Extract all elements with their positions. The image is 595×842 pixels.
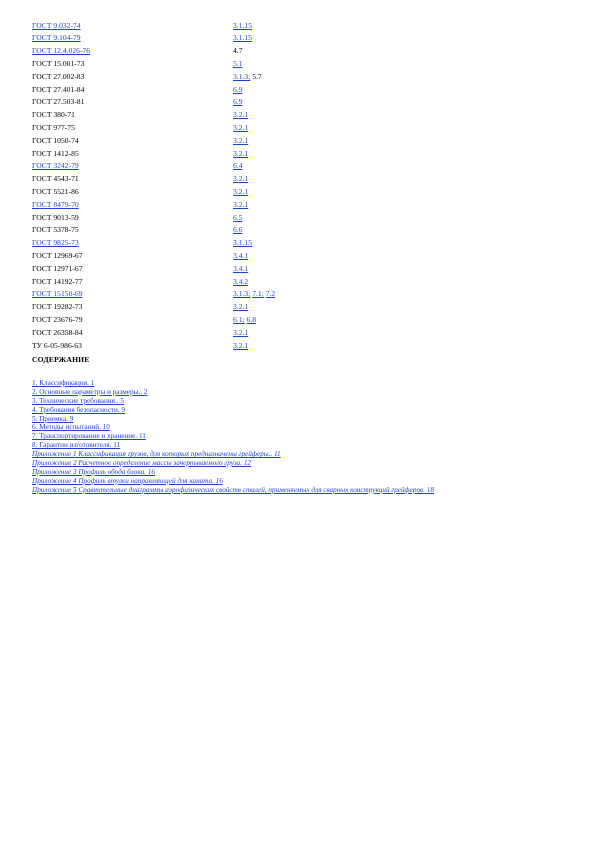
reference-row xyxy=(32,313,552,326)
table-of-contents xyxy=(32,379,572,495)
clause-link[interactable]: 6.9 xyxy=(233,84,243,94)
clause-references xyxy=(233,316,552,324)
standard-designation: ГОСТ 977-75 xyxy=(32,122,75,132)
clause-references xyxy=(233,98,552,106)
reference-row xyxy=(32,32,552,45)
clause-link[interactable]: 3.1.15 xyxy=(233,20,252,30)
standard-designation: ГОСТ 27.002-83 xyxy=(32,71,85,81)
standard-designation: ГОСТ 15.001-73 xyxy=(32,58,85,68)
clause-references xyxy=(233,124,552,132)
standard-designation[interactable]: ГОСТ 3242-79 xyxy=(32,161,79,171)
clause-link[interactable]: 6.9 xyxy=(233,97,243,107)
clause-link[interactable]: 7.2 xyxy=(265,289,276,299)
clause-references xyxy=(233,342,552,350)
standard-designation[interactable]: ГОСТ 9.032-74 xyxy=(32,20,81,30)
toc-section-link[interactable]: 8. Гарантии изготовителя. 11 xyxy=(32,441,121,450)
reference-row xyxy=(32,237,552,250)
standard-designation: ГОСТ 27.401-84 xyxy=(32,84,85,94)
standard-designation: ГОСТ 12969-67 xyxy=(32,250,83,260)
standard-designation: ГОСТ 5521-86 xyxy=(32,186,79,196)
standard-designation: ГОСТ 1050-74 xyxy=(32,135,79,145)
clause-references xyxy=(233,137,552,145)
clause-link[interactable]: 3.2.1 xyxy=(233,135,249,145)
clause-link[interactable]: 6.8 xyxy=(246,314,257,324)
standard-designation: ГОСТ 380-71 xyxy=(32,110,75,120)
reference-row xyxy=(32,70,552,83)
clause-link[interactable]: 3.2.1 xyxy=(233,122,249,132)
clause-link: 4.7 xyxy=(233,46,243,56)
toc-section-link[interactable]: 4. Требования безопасности. 9 xyxy=(32,405,126,414)
contents-heading: СОДЕРЖАНИЕ xyxy=(32,355,90,364)
clause-link[interactable]: 3.2.1 xyxy=(233,327,249,337)
reference-row xyxy=(32,147,552,160)
standard-designation: ГОСТ 14192-77 xyxy=(32,276,83,286)
clause-references xyxy=(233,47,552,55)
clause-link[interactable]: 6.5 xyxy=(233,212,243,222)
clause-link[interactable]: 3.1.3; xyxy=(233,289,251,299)
clause-link[interactable]: 6.1; xyxy=(233,314,245,324)
reference-row xyxy=(32,339,552,352)
standard-designation: ГОСТ 1412-85 xyxy=(32,148,79,158)
clause-link[interactable]: 3.1.15 xyxy=(233,238,252,248)
toc-section-link[interactable]: 6. Методы испытаний. 10 xyxy=(32,423,110,432)
standard-designation: ГОСТ 12971-67 xyxy=(32,263,83,273)
reference-row xyxy=(32,45,552,58)
clause-link[interactable]: 3.4.2 xyxy=(233,276,249,286)
reference-row xyxy=(32,301,552,314)
clause-references xyxy=(233,290,552,298)
clause-references xyxy=(233,111,552,119)
clause-references xyxy=(233,162,552,170)
clause-references xyxy=(233,239,552,247)
reference-row xyxy=(32,19,552,32)
clause-references xyxy=(233,22,552,30)
clause-references xyxy=(233,329,552,337)
clause-references xyxy=(233,201,552,209)
reference-row xyxy=(32,134,552,147)
clause-references xyxy=(233,303,552,311)
reference-row xyxy=(32,262,552,275)
standard-designation: ГОСТ 23676-79 xyxy=(32,314,83,324)
clause-references xyxy=(233,214,552,222)
clause-link[interactable]: 5.1 xyxy=(233,58,243,68)
toc-appendix-link[interactable]: Приложение 1 Классификация грузов, для которых предназначены грейферы.. 11 xyxy=(32,450,281,459)
reference-row xyxy=(32,173,552,186)
clause-link[interactable]: 3.2.1 xyxy=(233,302,249,312)
reference-row xyxy=(32,249,552,262)
toc-appendix-link[interactable]: Приложение 2 Расчетное определение массы зачерпываемого груза. 12 xyxy=(32,459,252,468)
clause-references xyxy=(233,73,552,81)
clause-link[interactable]: 3.2.1 xyxy=(233,199,249,209)
reference-row xyxy=(32,109,552,122)
reference-row xyxy=(32,57,552,70)
clause-references xyxy=(233,175,552,183)
reference-list xyxy=(32,19,552,352)
clause-link[interactable]: 6.6 xyxy=(233,225,243,235)
standard-designation: ГОСТ 5378-75 xyxy=(32,225,79,235)
clause-references xyxy=(233,60,552,68)
reference-row xyxy=(32,121,552,134)
standard-designation: ТУ 6-05-986-63 xyxy=(32,340,82,350)
reference-row xyxy=(32,275,552,288)
clause-link[interactable]: 3.1.3; xyxy=(233,71,251,81)
standard-designation[interactable]: ГОСТ 8479-70 xyxy=(32,199,79,209)
standard-designation: ГОСТ 19282-73 xyxy=(32,302,83,312)
standard-designation: ГОСТ 4543-71 xyxy=(32,174,79,184)
reference-row xyxy=(32,96,552,109)
toc-appendix-link[interactable]: Приложение 3 Профиль обода блока. 16 xyxy=(32,467,155,476)
clause-link[interactable]: 6.4 xyxy=(233,161,243,171)
toc-appendix-link[interactable]: Приложение 4 Профиль втулки направляющей для каната. 16 xyxy=(32,476,223,485)
clause-link[interactable]: 3.2.1 xyxy=(233,148,249,158)
toc-section-link[interactable]: 1. Классификация. 1 xyxy=(32,379,95,387)
toc-section-link[interactable]: 5. Приемка. 9 xyxy=(32,414,74,423)
standard-designation[interactable]: ГОСТ 15150-69 xyxy=(32,289,83,299)
reference-row xyxy=(32,288,552,301)
clause-references xyxy=(233,34,552,42)
standard-designation: ГОСТ 27.503-81 xyxy=(32,97,85,107)
clause-references xyxy=(233,188,552,196)
toc-section-link[interactable]: 2. Основные параметры и размеры.. 2 xyxy=(32,387,148,396)
reference-row xyxy=(32,326,552,339)
clause-references xyxy=(233,278,552,286)
clause-link[interactable]: 3.2.1 xyxy=(233,340,249,350)
reference-row xyxy=(32,83,552,96)
clause-link[interactable]: 3.2.1 xyxy=(233,110,249,120)
standard-designation: ГОСТ 9013-59 xyxy=(32,212,79,222)
clause-references xyxy=(233,86,552,94)
toc-section-link[interactable]: 3. Технические требования.. 5 xyxy=(32,396,124,405)
clause-link: 5.7 xyxy=(252,71,262,81)
toc-appendix-link[interactable]: Приложение 5 Сравнительные диаграммы аэрофизических свойств сталей, применяемых для сварных конструкций грейферов. 18 xyxy=(32,485,434,494)
standard-designation[interactable]: ГОСТ 12.4.026-76 xyxy=(32,46,91,56)
reference-row xyxy=(32,211,552,224)
clause-link[interactable]: 3.2.1 xyxy=(233,186,249,196)
toc-section-link[interactable]: 7. Транспортирование и хранение. 11 xyxy=(32,432,146,441)
clause-references xyxy=(233,265,552,273)
clause-references xyxy=(233,252,552,260)
clause-references xyxy=(233,226,552,234)
clause-link[interactable]: 3.4.1 xyxy=(233,263,249,273)
standard-designation[interactable]: ГОСТ 9825-73 xyxy=(32,238,79,248)
clause-link[interactable]: 7.1; xyxy=(252,289,264,299)
clause-link[interactable]: 3.2.1 xyxy=(233,174,249,184)
standard-designation[interactable]: ГОСТ 9.104-79 xyxy=(32,33,81,43)
clause-link[interactable]: 3.4.1 xyxy=(233,250,249,260)
clause-link[interactable]: 3.1.15 xyxy=(233,33,252,43)
standard-designation: ГОСТ 26358-84 xyxy=(32,327,83,337)
reference-row xyxy=(32,224,552,237)
reference-row xyxy=(32,160,552,173)
clause-references xyxy=(233,150,552,158)
reference-row xyxy=(32,185,552,198)
reference-row xyxy=(32,198,552,211)
